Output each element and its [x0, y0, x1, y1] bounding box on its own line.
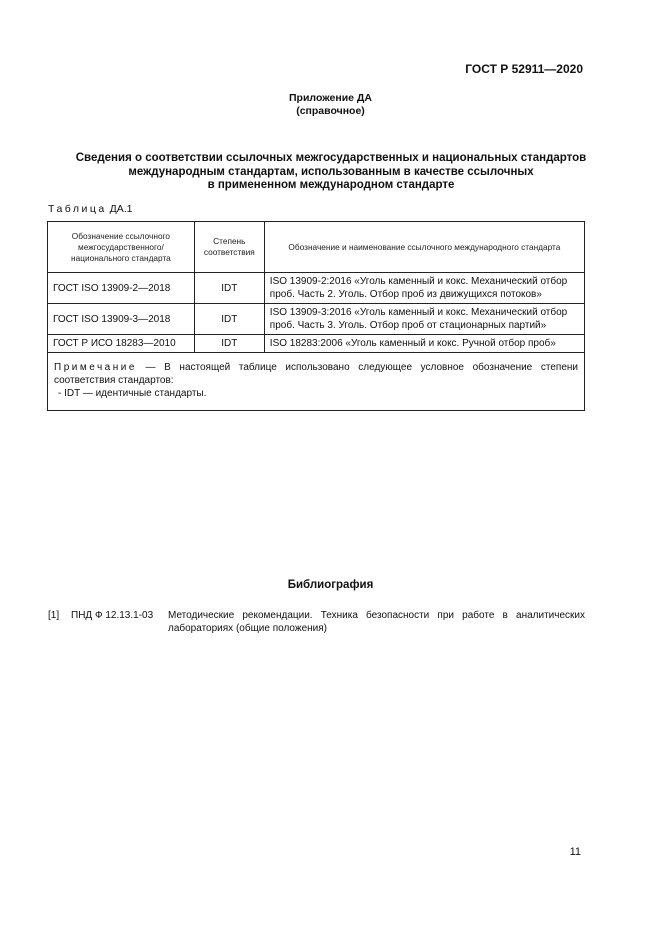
table-row — [48, 273, 585, 304]
cell-national-standard: ГОСТ ISO 13909-3—2018 — [48, 304, 195, 335]
note-label: Примечание — [54, 362, 137, 373]
note-paragraph — [54, 361, 578, 387]
cell-correspondence-degree: IDT — [194, 335, 264, 353]
bibliography-entry-text: Методические рекомендации. Техника безопасности при работе в аналитических лабораториях (общие положения) — [168, 610, 585, 634]
appendix-title-block — [0, 92, 661, 118]
table-note-row — [48, 353, 585, 411]
cell-correspondence-degree: IDT — [194, 304, 264, 335]
table-caption-word: Таблица — [48, 203, 107, 215]
appendix-title: Приложение ДА — [289, 92, 372, 104]
table-note — [48, 353, 585, 411]
heading-line-2: международным стандартам, использованным в качестве ссылочных — [128, 165, 534, 178]
table-header-row — [48, 222, 585, 273]
correspondence-table — [47, 221, 585, 411]
table-caption — [48, 203, 132, 215]
header-international-standard: Обозначение и наименование ссылочного международного стандарта — [264, 222, 584, 273]
note-item: - IDT — идентичные стандарты. — [58, 388, 207, 399]
heading-line-1: Сведения о соответствии ссылочных межгосударственных и национальных стандартов — [75, 152, 587, 164]
note-text: — В настоящей таблице использовано следующее условное обозначение степени соответствия стандартов: — [54, 362, 578, 386]
table-row — [48, 304, 585, 335]
appendix-subtitle: (справочное) — [296, 105, 365, 117]
table-row — [48, 335, 585, 353]
cell-national-standard: ГОСТ ISO 13909-2—2018 — [48, 273, 195, 304]
appendix-heading — [48, 152, 614, 193]
bibliography-entry-number: [1] — [48, 610, 60, 621]
cell-correspondence-degree: IDT — [194, 273, 264, 304]
bibliography-entry-code: ПНД Ф 12.13.1-03 — [71, 610, 154, 621]
cell-international-standard: ISO 18283:2006 «Уголь каменный и кокс. Ручной отбор проб» — [264, 335, 584, 353]
page-number: 11 — [569, 846, 581, 858]
header-national-standard: Обозначение ссылочного межгосударственного/ национального стандарта — [48, 222, 195, 273]
header-correspondence-degree: Степень соответствия — [194, 222, 264, 273]
cell-international-standard: ISO 13909-2:2016 «Уголь каменный и кокс. Механический отбор проб. Часть 2. Уголь. Отбор проб из движущихся потоков» — [264, 273, 584, 304]
heading-line-3: в примененном международном стандарте — [207, 179, 455, 191]
document-code: ГОСТ Р 52911—2020 — [465, 62, 583, 76]
cell-international-standard: ISO 13909-3:2016 «Уголь каменный и кокс. Механический отбор проб. Часть 3. Уголь. Отбор проб от стационарных партий» — [264, 304, 584, 335]
cell-national-standard: ГОСТ Р ИСО 18283—2010 — [48, 335, 195, 353]
table-caption-number: ДА.1 — [109, 203, 133, 215]
bibliography-title: Библиография — [287, 579, 374, 591]
